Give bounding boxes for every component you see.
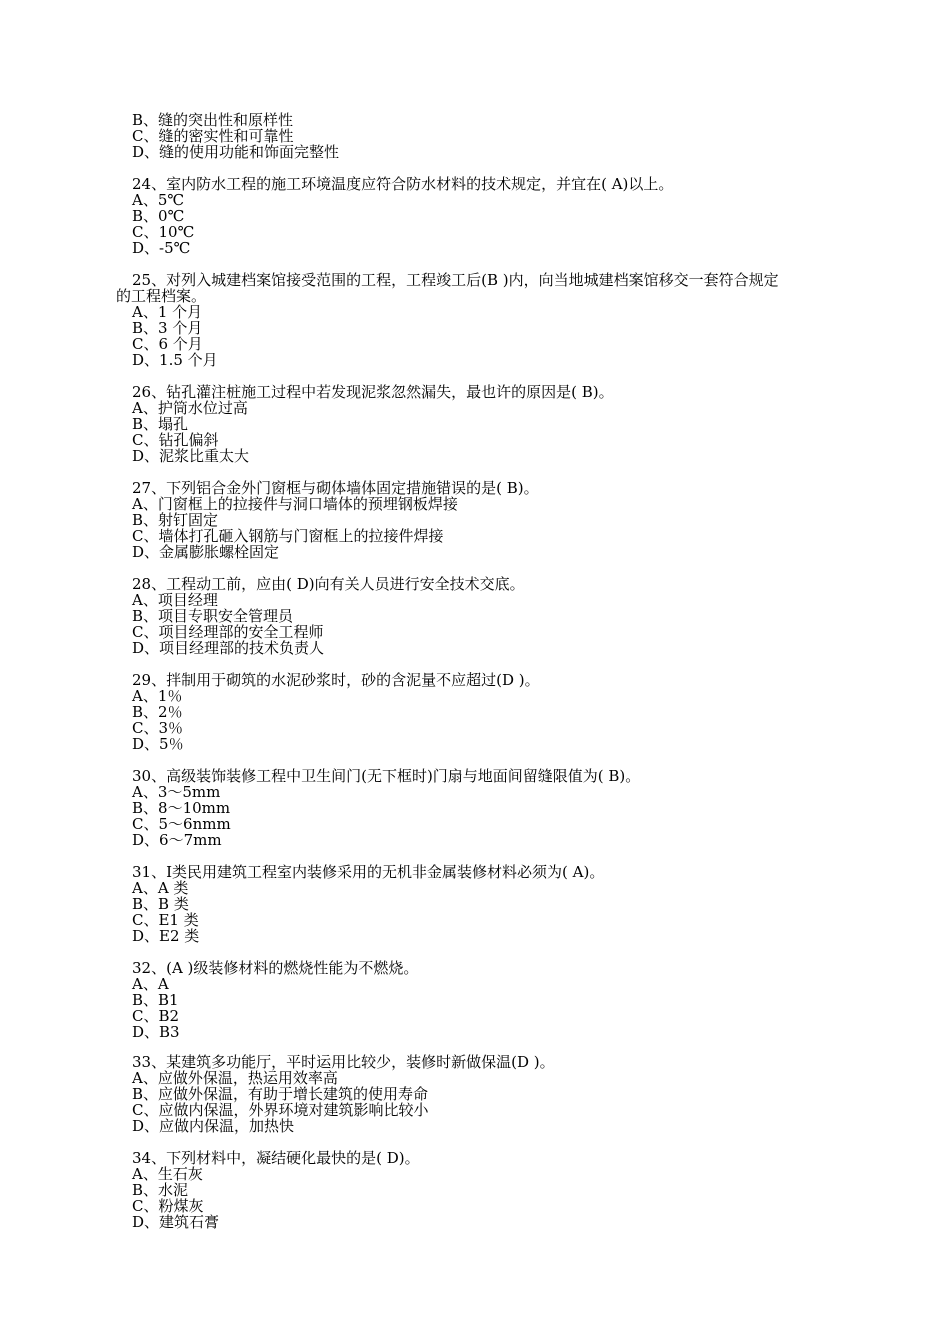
option-line: D、泥浆比重太大 <box>132 447 250 465</box>
option-line: B、B 类 <box>132 895 189 913</box>
option-line: A、门窗框上的拉接件与洞口墙体的预埋钢板焊接 <box>132 495 458 513</box>
option-line: B、8～10mm <box>132 799 231 817</box>
option-line: D、应做内保温，加热快 <box>132 1117 295 1135</box>
option-line: D、5％ <box>132 735 184 753</box>
option-line: A、护筒水位过高 <box>132 399 248 417</box>
option-line: B、B1 <box>132 991 179 1009</box>
option-line: B、射钉固定 <box>132 511 219 529</box>
option-line: B、水泥 <box>132 1181 189 1199</box>
option-line: A、1 个月 <box>132 303 203 321</box>
option-line: C、6 个月 <box>132 335 203 353</box>
option-line: A、A <box>132 975 169 993</box>
option-line: C、钻孔偏斜 <box>132 431 219 449</box>
question-text: 29、拌制用于砌筑的水泥砂浆时，砂的含泥量不应超过(D )。 <box>132 671 540 689</box>
option-line: C、应做内保温，外界环境对建筑影响比较小 <box>132 1101 429 1119</box>
option-line: D、项目经理部的技术负责人 <box>132 639 325 657</box>
question-text: 31、Ⅰ类民用建筑工程室内装修采用的无机非金属装修材料必须为( A)。 <box>132 863 605 881</box>
question-text: 24、室内防水工程的施工环境温度应符合防水材料的技术规定，并宜在( A)以上。 <box>132 175 674 193</box>
option-line: B、应做外保温，有助于增长建筑的使用寿命 <box>132 1085 429 1103</box>
option-line: C、10℃ <box>132 223 195 241</box>
question-text: 26、钻孔灌注桩施工过程中若发现泥浆忽然漏失，最也许的原因是( B)。 <box>132 383 614 401</box>
option-line: D、金属膨胀螺栓固定 <box>132 543 280 561</box>
option-line: C、项目经理部的安全工程师 <box>132 623 324 641</box>
option-line: D、-5℃ <box>132 239 191 257</box>
option-line: B、塌孔 <box>132 415 189 433</box>
option-line: C、墙体打孔砸入钢筋与门窗框上的拉接件焊接 <box>132 527 444 545</box>
option-line: C、缝的密实性和可靠性 <box>132 127 294 145</box>
option-line: B、项目专职安全管理员 <box>132 607 294 625</box>
question-text: 25、对列入城建档案馆接受范围的工程，工程竣工后(B )内，向当地城建档案馆移交一套符合规定 <box>132 271 779 289</box>
option-line: C、5～6nmm <box>132 815 231 833</box>
option-line: A、A 类 <box>132 879 189 897</box>
option-line: B、缝的突出性和原样性 <box>132 111 294 129</box>
option-line: B、2％ <box>132 703 183 721</box>
question-text: 32、(A )级装修材料的燃烧性能为不燃烧。 <box>132 959 419 977</box>
option-line: A、生石灰 <box>132 1165 203 1183</box>
option-line: B、3 个月 <box>132 319 203 337</box>
option-line: D、缝的使用功能和饰面完整性 <box>132 143 340 161</box>
option-line: C、3％ <box>132 719 184 737</box>
option-line: A、3～5mm <box>132 783 221 801</box>
question-text: 33、某建筑多功能厅，平时运用比较少，装修时新做保温(D )。 <box>132 1053 555 1071</box>
option-line: A、项目经理 <box>132 591 218 609</box>
question-text: 28、工程动工前，应由( D)向有关人员进行安全技术交底。 <box>132 575 525 593</box>
question-text: 27、下列铝合金外门窗框与砌体墙体固定措施错误的是( B)。 <box>132 479 539 497</box>
option-line: D、1.5 个月 <box>132 351 218 369</box>
option-line: D、E2 类 <box>132 927 200 945</box>
option-line: D、建筑石膏 <box>132 1213 220 1231</box>
option-line: D、6～7mm <box>132 831 222 849</box>
question-text-continued: 的工程档案。 <box>116 287 207 305</box>
option-line: A、1％ <box>132 687 183 705</box>
question-text: 30、高级装饰装修工程中卫生间门(无下框时)门扇与地面间留缝限值为( B)。 <box>132 767 641 785</box>
option-line: C、粉煤灰 <box>132 1197 204 1215</box>
option-line: C、B2 <box>132 1007 180 1025</box>
option-line: B、0℃ <box>132 207 185 225</box>
option-line: C、E1 类 <box>132 911 199 929</box>
option-line: D、B3 <box>132 1023 180 1041</box>
question-text: 34、下列材料中，凝结硬化最快的是( D)。 <box>132 1149 420 1167</box>
option-line: A、5℃ <box>132 191 185 209</box>
option-line: A、应做外保温，热运用效率高 <box>132 1069 338 1087</box>
